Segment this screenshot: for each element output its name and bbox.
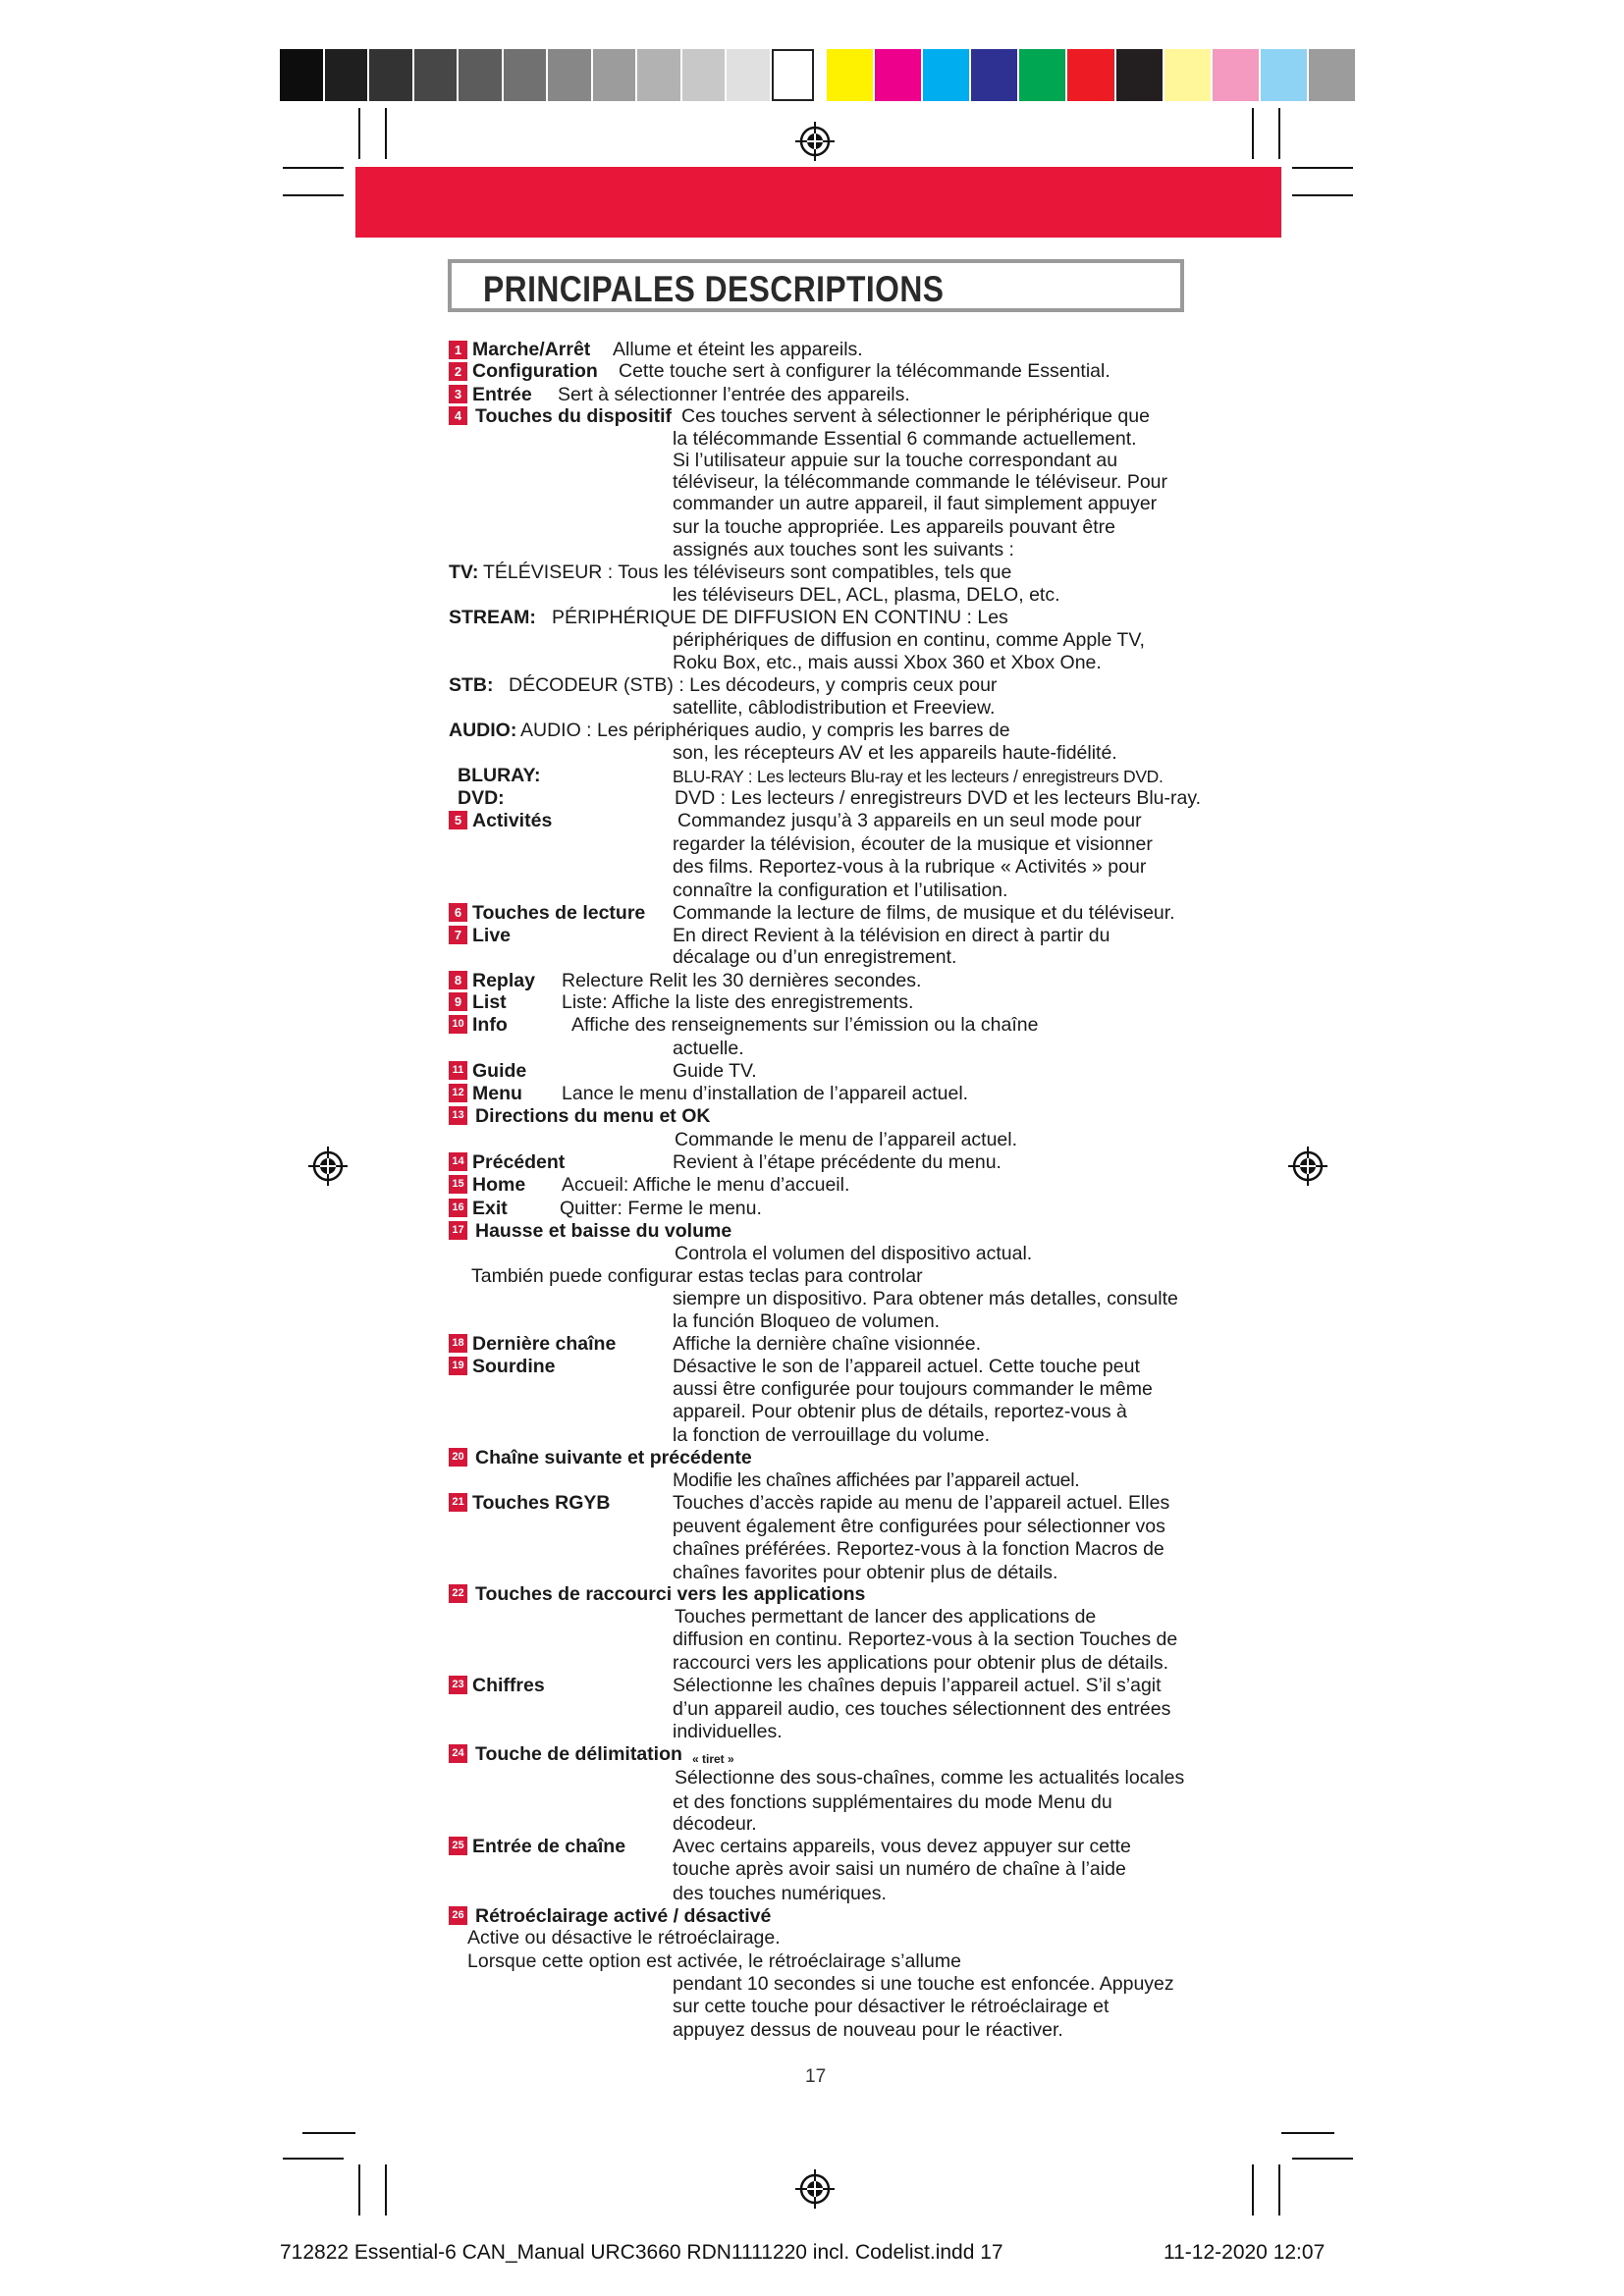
color-bar [827, 49, 1357, 101]
item-text: des films. Reportez-vous à la rubrique « Activités » pour [673, 856, 1147, 878]
item-text: Allume et éteint les appareils. [613, 339, 863, 360]
color-swatch [682, 49, 726, 101]
crop-mark [1252, 108, 1254, 159]
item-label: Dernière chaîne [472, 1333, 617, 1355]
color-swatch [923, 49, 969, 101]
item-label: Précédent [472, 1151, 566, 1173]
item-text: regarder la télévision, écouter de la musique et visionner [673, 833, 1153, 855]
item-label: Entrée de chaîne [472, 1836, 626, 1857]
device-label: BLURAY: [458, 765, 541, 786]
crop-mark [1292, 194, 1353, 196]
device-label: DVD: [458, 787, 505, 809]
item-badge: 11 [449, 1061, 467, 1080]
color-swatch [593, 49, 636, 101]
color-swatch [1019, 49, 1065, 101]
crop-mark [283, 2158, 344, 2160]
item-badge: 26 [449, 1906, 467, 1925]
item-label: Touches du dispositif [475, 405, 673, 427]
crop-mark [283, 167, 344, 169]
registration-mark-icon [306, 1145, 350, 1188]
registration-mark-icon [793, 120, 837, 163]
color-swatch [1116, 49, 1163, 101]
item-badge: 22 [449, 1584, 467, 1603]
item-badge: 21 [449, 1493, 467, 1512]
item-label: Touche de délimitation [475, 1743, 682, 1765]
crop-mark [385, 2164, 387, 2216]
color-swatch [504, 49, 547, 101]
item-text: Sélectionne des sous-chaînes, comme les actualités locales [675, 1767, 1185, 1789]
registration-mark-icon [793, 2167, 837, 2211]
item-text: appareil. Pour obtenir plus de détails, reportez-vous à [673, 1401, 1127, 1422]
item-label: Configuration [472, 360, 598, 382]
item-text: raccourci vers les applications pour obtenir plus de détails. [673, 1652, 1169, 1674]
item-text: satellite, câblodistribution et Freeview. [673, 697, 996, 719]
item-text: Active ou désactive le rétroéclairage. [467, 1927, 781, 1949]
item-text: la función Bloqueo de volumen. [673, 1310, 941, 1332]
item-text: Lance le menu d’installation de l’appareil actuel. [562, 1083, 969, 1104]
item-label: Replay [472, 970, 535, 991]
item-badge: 13 [449, 1106, 467, 1125]
item-text: Cette touche sert à configurer la télécommande Essential. [619, 360, 1110, 382]
item-label: Info [472, 1014, 508, 1036]
color-swatch [1067, 49, 1113, 101]
item-text: Commande le menu de l’appareil actuel. [675, 1129, 1018, 1150]
item-text: Relecture Relit les 30 dernières secondes. [562, 970, 922, 991]
item-badge: 6 [449, 903, 467, 922]
crop-mark [283, 194, 344, 196]
device-label: STB: [449, 674, 494, 696]
color-swatch [414, 49, 458, 101]
crop-mark [1278, 2164, 1280, 2216]
crop-mark [302, 2132, 355, 2134]
item-badge: 25 [449, 1837, 467, 1855]
item-text: actuelle. [673, 1038, 744, 1059]
item-badge: 7 [449, 926, 467, 944]
registration-mark-icon [1286, 1145, 1329, 1188]
slug-filename: 712822 Essential-6 CAN_Manual URC3660 RDN1111220 incl. Codelist.indd 17 [280, 2241, 1003, 2264]
item-text: sur cette touche pour désactiver le rétroéclairage et [673, 1996, 1110, 2017]
slug-date: 11-12-2020 12:07 [1164, 2241, 1326, 2264]
item-text: Quitter: Ferme le menu. [560, 1198, 762, 1219]
item-text: Commande la lecture de films, de musique et du téléviseur. [673, 902, 1175, 924]
item-text: Avec certains appareils, vous devez appuyer sur cette [673, 1836, 1131, 1857]
item-text: sur la touche appropriée. Les appareils pouvant être [673, 516, 1115, 538]
color-swatch [325, 49, 368, 101]
item-note: « tiret » [692, 1752, 734, 1766]
item-text: et des fonctions supplémentaires du mode Menu du [673, 1791, 1112, 1813]
crop-mark [358, 2164, 360, 2216]
item-label: Menu [472, 1083, 522, 1104]
item-text: Sélectionne les chaînes depuis l’appareil actuel. S’il s’agit [673, 1675, 1162, 1696]
item-text: BLU-RAY : Les lecteurs Blu-ray et les lecteurs / enregistreurs DVD. [673, 767, 1164, 786]
color-swatch [827, 49, 873, 101]
item-text: Guide TV. [673, 1060, 757, 1082]
item-text: aussi être configurée pour toujours commander le même [673, 1378, 1153, 1400]
item-badge: 17 [449, 1221, 467, 1240]
color-swatch [369, 49, 412, 101]
item-text: chaînes favorites pour obtenir plus de détails. [673, 1562, 1058, 1583]
item-text: la fonction de verrouillage du volume. [673, 1424, 991, 1446]
item-text: pendant 10 secondes si une touche est enfoncée. Appuyez [673, 1973, 1174, 1995]
item-badge: 1 [449, 341, 467, 359]
item-label: Hausse et baisse du volume [475, 1220, 732, 1242]
item-badge: 3 [449, 385, 467, 403]
item-text: Commandez jusqu’à 3 appareils en un seul mode pour [677, 810, 1142, 831]
item-label: List [472, 991, 507, 1013]
item-badge: 15 [449, 1175, 467, 1194]
item-text: téléviseur, la télécommande commande le téléviseur. Pour [673, 471, 1168, 493]
item-badge: 20 [449, 1448, 467, 1467]
device-label: TV: [449, 561, 479, 583]
item-label: Live [472, 925, 512, 946]
item-text: des touches numériques. [673, 1883, 887, 1904]
crop-mark [358, 108, 360, 159]
color-swatch [1213, 49, 1259, 101]
color-swatch [971, 49, 1017, 101]
item-text: Roku Box, etc., mais aussi Xbox 360 et Xbox One. [673, 652, 1102, 673]
item-text: Modifie les chaînes affichées par l’appareil actuel. [673, 1469, 1080, 1491]
header-band [355, 167, 1281, 238]
item-text: la télécommande Essential 6 commande actuellement. [673, 428, 1137, 450]
item-badge: 8 [449, 971, 467, 989]
item-text: En direct Revient à la télévision en direct à partir du [673, 925, 1110, 946]
title-box [448, 259, 1184, 312]
item-text: TÉLÉVISEUR : Tous les téléviseurs sont compatibles, tels que [483, 561, 1012, 583]
item-badge: 23 [449, 1676, 467, 1694]
color-swatch [1309, 49, 1355, 101]
item-text: PÉRIPHÉRIQUE DE DIFFUSION EN CONTINU : Les [552, 607, 1008, 628]
crop-mark [1252, 2164, 1254, 2216]
item-label: Exit [472, 1198, 508, 1219]
item-text: décodeur. [673, 1813, 757, 1835]
item-text: Touches permettant de lancer des applications de [675, 1606, 1097, 1628]
item-label: Marche/Arrêt [472, 339, 591, 360]
item-badge: 4 [449, 406, 467, 425]
item-text: Si l’utilisateur appuie sur la touche correspondant au [673, 450, 1118, 471]
item-text: Désactive le son de l’appareil actuel. Cette touche peut [673, 1356, 1140, 1377]
item-text: DÉCODEUR (STB) : Les décodeurs, y compris ceux pour [509, 674, 998, 696]
page-title: PRINCIPALES DESCRIPTIONS [483, 269, 945, 309]
color-swatch [875, 49, 921, 101]
item-text: Sert à sélectionner l’entrée des appareils. [558, 384, 910, 405]
item-text: Controla el volumen del dispositivo actual. [675, 1243, 1033, 1264]
item-label: Touches de lecture [472, 902, 646, 924]
item-text: périphériques de diffusion en continu, comme Apple TV, [673, 629, 1145, 651]
item-text: son, les récepteurs AV et les appareils haute-fidélité. [673, 742, 1117, 764]
item-text: Ces touches servent à sélectionner le périphérique que [681, 405, 1150, 427]
item-badge: 5 [449, 811, 467, 829]
item-text: DVD : Les lecteurs / enregistreurs DVD et les lecteurs Blu-ray. [675, 787, 1202, 809]
item-label: Entrée [472, 384, 532, 405]
item-text: Lorsque cette option est activée, le rétroéclairage s’allume [467, 1950, 961, 1972]
item-text: Affiche des renseignements sur l’émission ou la chaîne [571, 1014, 1039, 1036]
color-swatch [280, 49, 323, 101]
item-label: Directions du menu et OK [475, 1105, 711, 1127]
crop-mark [1281, 2132, 1334, 2134]
item-text: connaître la configuration et l’utilisation. [673, 880, 1008, 901]
item-label: Guide [472, 1060, 527, 1082]
crop-mark [385, 108, 387, 159]
item-label: Home [472, 1174, 526, 1196]
item-text: Accueil: Affiche le menu d’accueil. [562, 1174, 850, 1196]
item-text: décalage ou d’un enregistrement. [673, 946, 957, 968]
item-badge: 18 [449, 1334, 467, 1353]
item-text: d’un appareil audio, ces touches sélectionnent des entrées [673, 1698, 1171, 1720]
item-badge: 12 [449, 1084, 467, 1102]
crop-mark [1278, 108, 1280, 159]
item-text: Liste: Affiche la liste des enregistrements. [562, 991, 914, 1013]
item-text: Touches d’accès rapide au menu de l’appareil actuel. Elles [673, 1492, 1170, 1514]
color-swatch [637, 49, 680, 101]
color-swatch [1164, 49, 1211, 101]
item-text: appuyez dessus de nouveau pour le réactiver. [673, 2019, 1063, 2041]
item-text: AUDIO : Les périphériques audio, y compris les barres de [520, 720, 1010, 741]
item-text: chaînes préférées. Reportez-vous à la fonction Macros de [673, 1538, 1164, 1560]
item-label: Chaîne suivante et précédente [475, 1447, 752, 1468]
item-text: siempre un dispositivo. Para obtener más detalles, consulte [673, 1288, 1178, 1309]
item-label: Rétroéclairage activé / désactivé [475, 1905, 772, 1927]
item-text: Revient à l’étape précédente du menu. [673, 1151, 1001, 1173]
crop-mark [1292, 2158, 1353, 2160]
item-label: Touches de raccourci vers les applications [475, 1583, 866, 1605]
item-label: Activités [472, 810, 553, 831]
grayscale-bar [280, 49, 816, 101]
color-swatch [459, 49, 502, 101]
item-badge: 2 [449, 362, 467, 381]
item-text: individuelles. [673, 1721, 783, 1742]
item-text: diffusion en continu. Reportez-vous à la section Touches de [673, 1629, 1178, 1650]
item-text: peuvent également être configurées pour sélectionner vos [673, 1516, 1165, 1537]
item-badge: 9 [449, 992, 467, 1011]
crop-mark [1292, 167, 1353, 169]
item-label: Sourdine [472, 1356, 556, 1377]
item-text: Affiche la dernière chaîne visionnée. [673, 1333, 982, 1355]
item-label: Chiffres [472, 1675, 545, 1696]
item-text: commander un autre appareil, il faut simplement appuyer [673, 493, 1158, 514]
item-badge: 14 [449, 1152, 467, 1171]
item-badge: 24 [449, 1744, 467, 1763]
item-text: les téléviseurs DEL, ACL, plasma, DELO, etc. [673, 584, 1060, 606]
color-swatch [727, 49, 770, 101]
item-label: Touches RGYB [472, 1492, 611, 1514]
item-text: touche après avoir saisi un numéro de chaîne à l’aide [673, 1858, 1126, 1880]
device-label: STREAM: [449, 607, 536, 628]
item-badge: 19 [449, 1357, 467, 1375]
page-number: 17 [805, 2066, 827, 2087]
color-swatch [1261, 49, 1307, 101]
device-label: AUDIO: [449, 720, 517, 741]
color-swatch [548, 49, 591, 101]
item-badge: 16 [449, 1199, 467, 1217]
color-swatch [772, 49, 815, 101]
item-text: También puede configurar estas teclas para controlar [471, 1265, 923, 1287]
item-text: assignés aux touches sont les suivants : [673, 539, 1014, 561]
item-badge: 10 [449, 1015, 467, 1034]
